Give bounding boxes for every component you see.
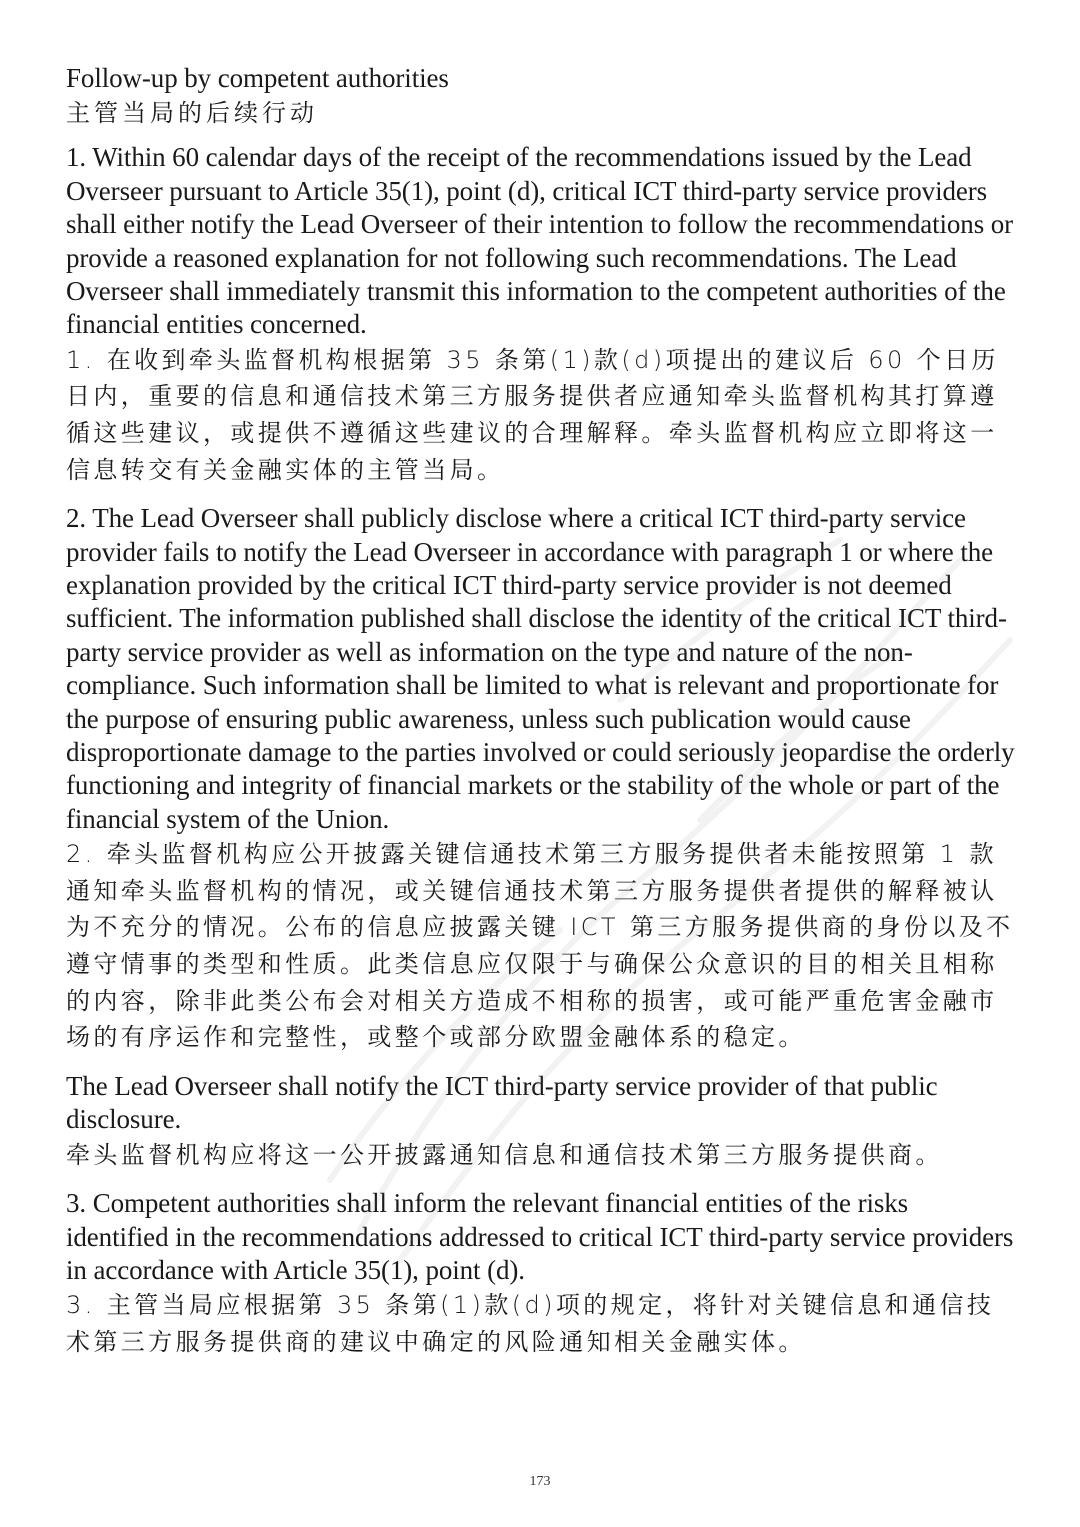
- paragraph-2b-english: The Lead Overseer shall notify the ICT third-party service provider of that public disclosure.: [66, 1070, 938, 1135]
- paragraph-2-chinese: 2. 牵头监督机构应公开披露关键信通技术第三方服务提供者未能按照第 1 款通知牵头监督机构的情况，或关键信通技术第三方服务提供者提供的解释被认为不充分的情况。公布的信息应披露关键 ICT 第三方服务提供商的身份以及不遵守情事的类型和性质。此类信息应仅限于与确保公众意识的目的相关且相称的内容，除非此类公布会对相关方造成不相称的损害，或可能严重危害金融市场的有序运作和完整性，或整个或部分欧盟金融体系的稳定。: [66, 840, 1014, 1052]
- heading-english: Follow-up by competent authorities: [66, 63, 449, 93]
- paragraph-2-english: 2. The Lead Overseer shall publicly disclose where a critical ICT third-party service provider fails to notify the Lead Overseer in accordance with paragraph 1 or where the explanation provided by the critical ICT third-party service provider is not deemed sufficient. The information published shall disclose the identity of the critical ICT third-party service provider as well as information on the type and nature of the non-compliance. Such information shall be limited to what is relevant and proportionate for the purpose of ensuring public awareness, unless such publication would cause disproportionate damage to the parties involved or could seriously jeopardise the orderly functioning and integrity of financial markets or the stability of the whole or part of the financial system of the Union.: [66, 503, 1015, 834]
- paragraph-3-chinese: 3. 主管当局应根据第 35 条第(1)款(d)项的规定，将针对关键信息和通信技术第三方服务提供商的建议中确定的风险通知相关金融实体。: [66, 1291, 995, 1357]
- heading-chinese: 主管当局的后续行动: [66, 99, 318, 128]
- paragraph-2b-chinese: 牵头监督机构应将这一公开披露通知信息和通信技术第三方服务提供商。: [66, 1140, 943, 1169]
- document-body: [66, 62, 1016, 1361]
- paragraph-3-english: 3. Competent authorities shall inform the relevant financial entities of the risks identified in the recommendations addressed to critical ICT third-party service providers in accordance with Article 35(1), point (d).: [66, 1188, 1014, 1286]
- paragraph-1-chinese: 1. 在收到牵头监督机构根据第 35 条第(1)款(d)项提出的建议后 60 个日历日内，重要的信息和通信技术第三方服务提供者应通知牵头监督机构其打算遵循这些建议，或提供不遵循这些建议的合理解释。牵头监督机构应立即将这一信息转交有关金融实体的主管当局。: [66, 345, 999, 484]
- page-number: 173: [529, 1474, 551, 1489]
- paragraph-1-english: 1. Within 60 calendar days of the receipt of the recommendations issued by the Lead Overseer pursuant to Article 35(1), point (d), critical ICT third-party service providers shall either notify the Lead Overseer of their intention to follow the recommendations or provide a reasoned explanation for not following such recommendations. The Lead Overseer shall immediately transmit this information to the competent authorities of the financial entities concerned.: [66, 142, 1014, 340]
